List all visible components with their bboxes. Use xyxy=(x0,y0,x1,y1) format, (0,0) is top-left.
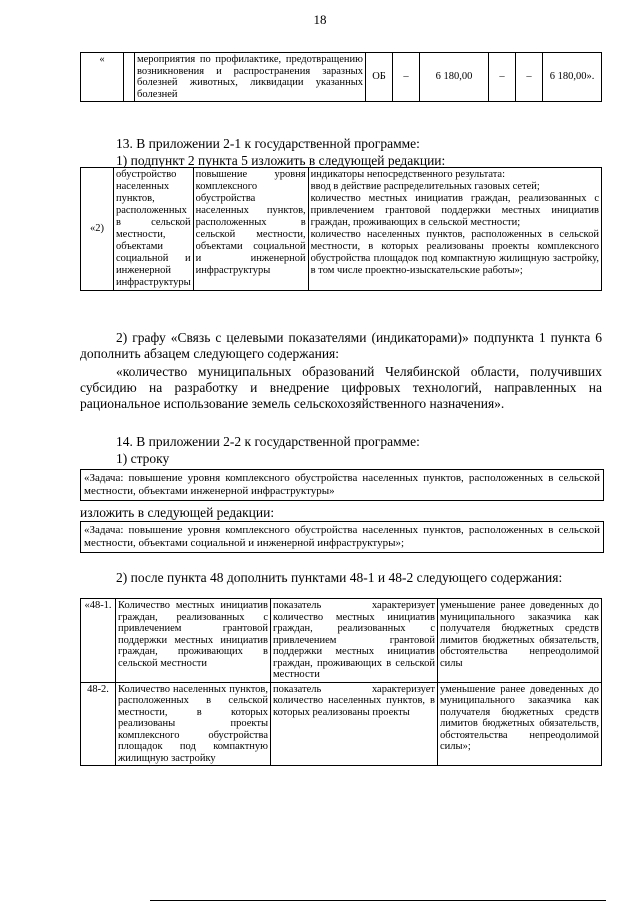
table-cell: повышение уровня комплексного обустройства населенных пунктов, расположенных в сельской местности, объектами социальной и инженерной инфраструктуры xyxy=(193,168,308,291)
paragraph-13-1: 1) подпункт 2 пункта 5 изложить в следующей редакции: xyxy=(116,153,446,168)
table-cell xyxy=(308,168,601,291)
paragraph-14-2: 2) после пункта 48 дополнить пунктами 48-1 и 48-2 следующего содержания: xyxy=(116,570,563,585)
table-cell: – xyxy=(516,53,543,102)
task-row-old: «Задача: повышение уровня комплексного обустройства населенных пунктов, расположенных в сельской местности, объектами инженерной инфраструктуры» xyxy=(80,469,604,501)
table-cell: показатель характеризует количество местных инициатив граждан, реализованных с привлечением грантовой поддержки местных инициатив граждан, проживающих в сельской местности xyxy=(271,599,438,683)
table-row xyxy=(81,682,602,766)
subitem-table xyxy=(80,167,602,291)
table-cell: 6 180,00». xyxy=(543,53,602,102)
table-cell: Количество населенных пунктов, расположенных в сельской местности, в которых реализованы проекты комплексного обустройства площадок под компактную жилищную застройку xyxy=(116,682,271,766)
paragraph-13: 13. В приложении 2-1 к государственной программе: xyxy=(116,136,420,151)
table-cell: показатель характеризует количество населенных пунктов, в которых реализованы проекты xyxy=(271,682,438,766)
indicator-item: количество местных инициатив граждан, реализованных с привлечением грантовой поддержки местных инициатив граждан, проживающих в сельской местности; xyxy=(310,193,599,228)
table-cell: – xyxy=(393,53,420,102)
indicators-table xyxy=(80,598,602,766)
task-row-new: «Задача: повышение уровня комплексного обустройства населенных пунктов, расположенных в сельской местности, объектами социальной и инженерной инфраструктуры»; xyxy=(80,521,604,553)
table-cell: « xyxy=(81,53,124,102)
bottom-rule xyxy=(150,900,606,901)
table-cell xyxy=(124,53,135,102)
table-row xyxy=(81,53,602,102)
table-cell: Количество местных инициатив граждан, реализованных с привлечением грантовой поддержки местных инициатив граждан, проживающих в сельской местности xyxy=(116,599,271,683)
indicator-item: ввод в действие распределительных газовых сетей; xyxy=(310,181,540,192)
indicator-heading: индикаторы непосредственного результата: xyxy=(310,169,505,180)
program-table-fragment xyxy=(80,52,602,102)
paragraph-13-2: 2) графу «Связь с целевыми показателями (индикаторами)» подпункта 1 пункта 6 дополнить абзацем следующего содержания: xyxy=(80,330,602,361)
table-cell: ОБ xyxy=(366,53,393,102)
table-cell: «2) xyxy=(81,168,114,291)
paragraph-14-1: 1) строку xyxy=(116,451,170,466)
table-cell: 6 180,00 xyxy=(420,53,489,102)
table-row xyxy=(81,168,602,291)
table-cell: обустройство населенных пунктов, расположенных в сельской местности, объектами социальной и инженерной инфраструктуры xyxy=(114,168,194,291)
table-cell: – xyxy=(489,53,516,102)
paragraph-14: 14. В приложении 2-2 к государственной программе: xyxy=(116,434,420,449)
paragraph-14-1b: изложить в следующей редакции: xyxy=(80,505,275,520)
paragraph-13-2-quote: «количество муниципальных образований Челябинской области, получивших субсидию на разработку и внедрение цифровых технологий, направленных на рациональное использование земель сельскохозяйственного назначения». xyxy=(80,364,602,411)
table-row xyxy=(81,599,602,683)
table-cell: «48-1. xyxy=(81,599,116,683)
table-cell: мероприятия по профилактике, предотвращению возникновения и распространения заразных болезней животных, ликвидации указанных болезней xyxy=(135,53,366,102)
table-cell: уменьшение ранее доведенных до муниципального заказчика как получателя бюджетных средств лимитов бюджетных обязательств, обстоятельства непреодолимой силы»; xyxy=(438,682,602,766)
table-cell: уменьшение ранее доведенных до муниципального заказчика как получателя бюджетных средств лимитов бюджетных обязательств, обстоятельства непреодолимой силы xyxy=(438,599,602,683)
indicator-item: количество населенных пунктов, расположенных в сельской местности, в которых реализованы проекты комплексного обустройства площадок под компактную жилищную застройку, в том числе проектно-изыскательские работы»; xyxy=(310,229,599,276)
table-cell: 48-2. xyxy=(81,682,116,766)
page-number: 18 xyxy=(313,12,327,27)
